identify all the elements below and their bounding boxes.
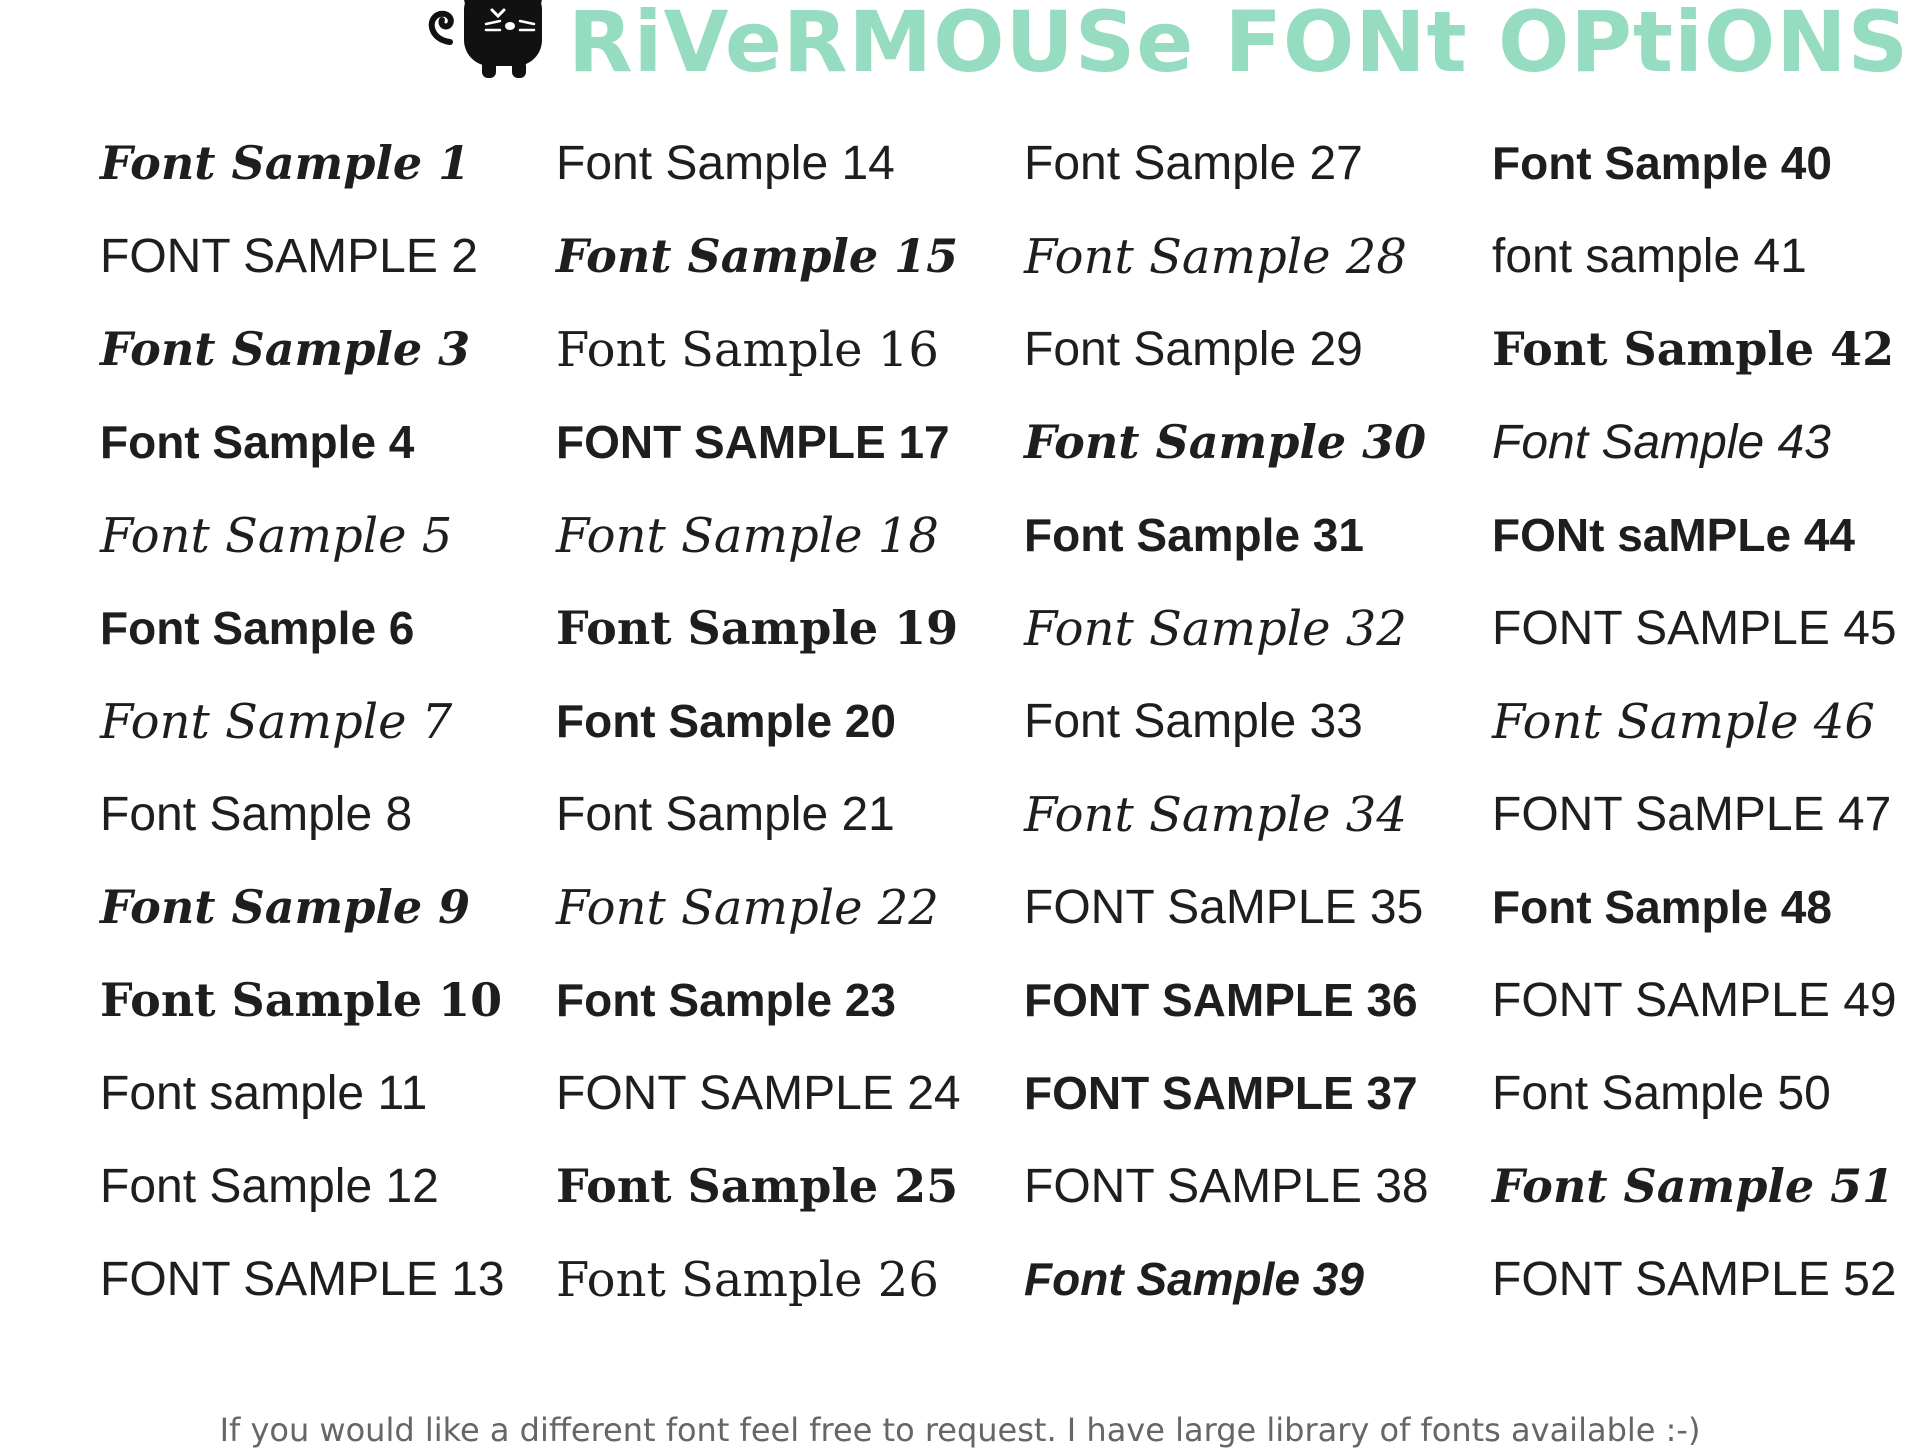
- font-sample-23: Font Sample 23: [556, 974, 896, 1026]
- font-sample-46: Font Sample 46: [1492, 694, 1875, 750]
- font-sample-52: FONT SAMPLE 52: [1492, 1253, 1897, 1306]
- font-sample-32: Font Sample 32: [1024, 601, 1407, 657]
- font-sample-18: Font Sample 18: [556, 508, 939, 564]
- font-sample-31: Font Sample 31: [1024, 509, 1364, 561]
- font-sample-13: FONT SAMPLE 13: [100, 1253, 505, 1306]
- font-sample-51: Font Sample 51: [1492, 1159, 1895, 1213]
- font-sample-29: Font Sample 29: [1024, 323, 1363, 376]
- font-sample-38: FONT SAMPLE 38: [1024, 1160, 1429, 1213]
- font-sample-45: FONT SAMPLE 45: [1492, 602, 1897, 655]
- font-sample-19: Font Sample 19: [556, 601, 959, 655]
- font-sample-8: Font Sample 8: [100, 788, 413, 841]
- font-sample-47: FONT SaMPLE 47: [1492, 788, 1892, 841]
- font-sample-27: Font Sample 27: [1024, 137, 1363, 190]
- font-sample-37: FONT SAMPLE 37: [1024, 1067, 1418, 1119]
- font-sample-17: FONT SAMPLE 17: [556, 416, 950, 468]
- font-sample-50: Font Sample 50: [1492, 1067, 1831, 1120]
- font-sample-11: Font sample 11: [100, 1067, 428, 1120]
- font-sample-16: Font Sample 16: [556, 322, 939, 378]
- footer-note: If you would like a different font feel free to request. I have large library of fonts available :-): [219, 1411, 1701, 1449]
- font-sample-36: FONT SAMPLE 36: [1024, 974, 1418, 1026]
- font-sample-48: Font Sample 48: [1492, 881, 1832, 933]
- font-sample-20: Font Sample 20: [556, 695, 896, 747]
- font-sample-26: Font Sample 26: [556, 1252, 939, 1308]
- page-title: RiVeRMOUSe FONt OPtiONS: [568, 0, 1910, 91]
- font-sample-41: font sample 41: [1492, 230, 1807, 283]
- font-sample-10: Font Sample 10: [100, 973, 503, 1027]
- font-sample-30: Font Sample 30: [1024, 415, 1427, 469]
- font-sample-5: Font Sample 5: [100, 508, 453, 564]
- font-sample-44: FONt saMPLe 44: [1492, 509, 1855, 561]
- font-sample-12: Font Sample 12: [100, 1160, 439, 1213]
- font-sample-21: Font Sample 21: [556, 788, 895, 841]
- font-sample-3: Font Sample 3: [100, 322, 471, 376]
- font-sample-42: Font Sample 42: [1492, 322, 1895, 376]
- font-sample-15: Font Sample 15: [556, 229, 959, 283]
- font-sample-14: Font Sample 14: [556, 137, 895, 190]
- font-sample-9: Font Sample 9: [100, 880, 471, 934]
- font-sample-25: Font Sample 25: [556, 1159, 959, 1213]
- font-sample-34: Font Sample 34: [1024, 787, 1407, 843]
- font-sample-35: FONT SaMPLE 35: [1024, 881, 1424, 934]
- font-sample-22: Font Sample 22: [556, 880, 939, 936]
- font-sample-33: Font Sample 33: [1024, 695, 1363, 748]
- font-sample-28: Font Sample 28: [1024, 229, 1407, 285]
- font-sample-40: Font Sample 40: [1492, 137, 1832, 189]
- font-sample-24: FONT SAMPLE 24: [556, 1067, 961, 1120]
- font-sample-39: Font Sample 39: [1024, 1253, 1364, 1305]
- font-sample-1: Font Sample 1: [100, 136, 471, 190]
- font-sample-4: Font Sample 4: [100, 416, 415, 468]
- font-sample-7: Font Sample 7: [100, 694, 453, 750]
- font-sample-2: FONT SAMPLE 2: [100, 230, 478, 283]
- font-sample-6: Font Sample 6: [100, 602, 415, 654]
- font-sample-43: Font Sample 43: [1492, 416, 1831, 469]
- font-sample-49: FONT SAMPLE 49: [1492, 974, 1897, 1027]
